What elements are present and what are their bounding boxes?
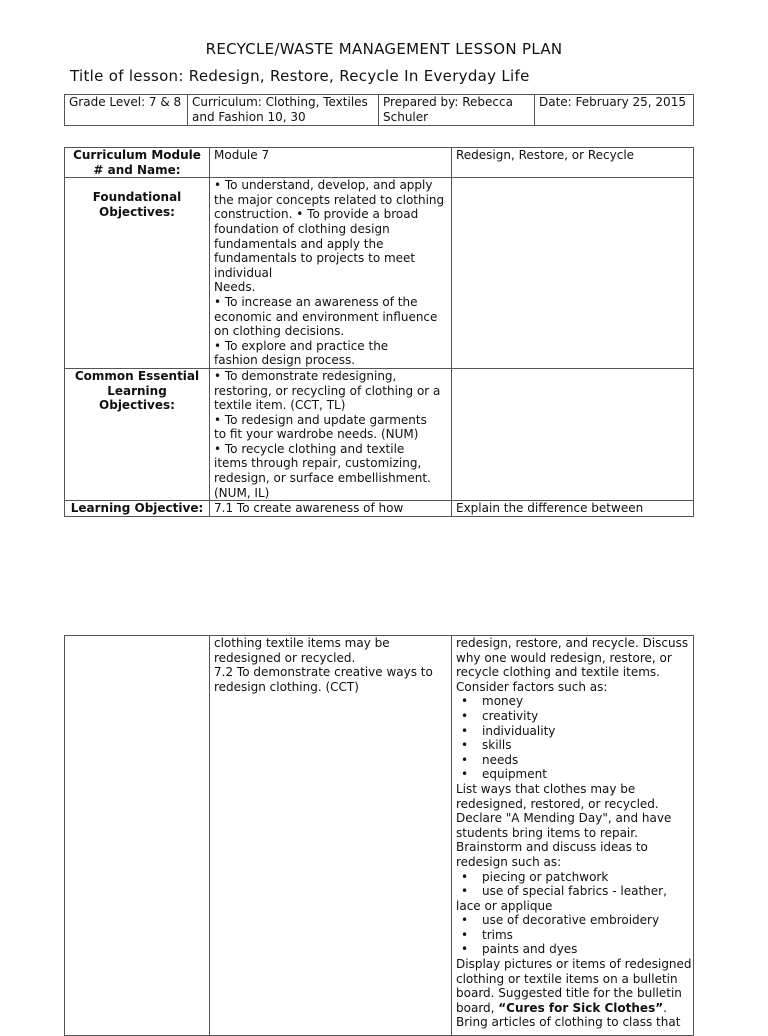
row-label-common [65, 368, 210, 500]
curriculum-line: Curriculum: Clothing, Textiles [192, 95, 368, 109]
text-line: why one would redesign, restore, or [456, 650, 672, 665]
idea-item [456, 928, 689, 943]
text-line: construction. • To provide a broad [214, 207, 419, 222]
text-line: board. Suggested title for the bulletin [456, 986, 682, 1001]
text-line: • To increase an awareness of the [214, 294, 418, 309]
date-cell [535, 95, 694, 126]
idea-label: trims [482, 927, 513, 942]
prepared-by-cell [379, 95, 535, 126]
lesson-info-table [64, 94, 694, 126]
module-number: Module 7 [210, 148, 452, 178]
label-line: Objectives: [99, 398, 175, 413]
text-line: • To demonstrate redesigning, [214, 368, 397, 383]
text-line: redesign clothing. (CCT) [214, 679, 359, 694]
text-line [456, 1001, 689, 1016]
curriculum-line: and Fashion 10, 30 [192, 109, 306, 124]
text-line: on clothing decisions. [214, 324, 345, 339]
text-fragment: . [663, 1000, 667, 1015]
text-line: Bring articles of clothing to class that [456, 1015, 681, 1030]
common-empty-cell [452, 368, 694, 500]
bullet-icon: • [461, 913, 469, 928]
factor-item [456, 767, 689, 782]
text-line: textile item. (CCT, TL) [214, 398, 346, 413]
factor-label: creativity [482, 708, 539, 723]
text-line: redesign, or surface embellishment. [214, 471, 431, 486]
bullet-icon: • [461, 884, 469, 899]
text-line: the major concepts related to clothing [214, 192, 445, 207]
text-line: redesigned or recycled. [214, 650, 356, 665]
text-line: fashion design process. [214, 353, 356, 368]
lesson-plan-table [64, 147, 694, 517]
bullet-icon: • [461, 942, 469, 957]
idea-item [456, 913, 689, 928]
text-line: clothing or textile items on a bulletin [456, 971, 678, 986]
bullet-icon: • [461, 752, 469, 767]
text-line: redesign, restore, and recycle. Discuss [456, 636, 689, 650]
row-label-learning: Learning Objective: [65, 501, 210, 517]
text-line: students bring items to repair. [456, 825, 638, 840]
label-line: Curriculum Module [73, 148, 201, 162]
text-line: economic and environment influence [214, 309, 438, 324]
label-line: Objectives: [99, 204, 175, 219]
document-title: RECYCLE/WASTE MANAGEMENT LESSON PLAN [205, 40, 563, 58]
text-line: items through repair, customizing, [214, 456, 422, 471]
bullet-icon: • [461, 767, 469, 782]
factor-label: individuality [482, 723, 556, 738]
factor-item [456, 738, 689, 753]
text-line: List ways that clothes may be [456, 781, 636, 796]
text-line: fundamentals and apply the [214, 236, 384, 251]
factor-label: equipment [482, 767, 547, 782]
factor-item [456, 694, 689, 709]
factor-item [456, 753, 689, 768]
idea-item [456, 942, 689, 957]
continued-label-cell [65, 636, 210, 1036]
idea-label: use of special fabrics - leather, [482, 884, 667, 899]
text-line: • To recycle clothing and textile [214, 441, 405, 456]
text-line: redesign such as: [456, 854, 562, 869]
text-line: (NUM, IL) [214, 485, 270, 500]
text-line: recycle clothing and textile items. [456, 665, 660, 680]
label-line: Learning [107, 383, 167, 398]
text-line: Needs. [214, 280, 256, 295]
curriculum-cell [188, 95, 379, 126]
bullet-icon: • [461, 694, 469, 709]
learning-objective: 7.1 To create awareness of how [210, 501, 452, 517]
text-line: individual [214, 265, 273, 280]
text-line: • To understand, develop, and apply [214, 178, 433, 193]
text-line: Declare "A Mending Day", and have [456, 811, 672, 826]
foundational-objectives [210, 178, 452, 369]
prepared-by-line: Schuler [383, 109, 429, 124]
prepared-by-line: Prepared by: Rebecca [383, 95, 513, 109]
text-line: lace or applique [456, 898, 553, 913]
common-objectives [210, 368, 452, 500]
lesson-title: Title of lesson: Redesign, Restore, Recycle In Everyday Life [70, 67, 530, 85]
text-line: • To redesign and update garments [214, 412, 427, 427]
factor-item [456, 709, 689, 724]
text-line: redesigned, restored, or recycled. [456, 796, 659, 811]
date: Date: February 25, 2015 [539, 95, 686, 109]
bulletin-board-title: “Cures for Sick Clothes” [498, 1000, 664, 1015]
text-line: • To explore and practice the [214, 338, 389, 353]
row-label-foundational [65, 178, 210, 369]
continued-activities [452, 636, 694, 1036]
bullet-icon: • [461, 708, 469, 723]
text-line: 7.2 To demonstrate creative ways to [214, 665, 433, 680]
text-line: Brainstorm and discuss ideas to [456, 840, 648, 855]
bullet-icon: • [461, 723, 469, 738]
idea-label: paints and dyes [482, 942, 578, 957]
text-line: foundation of clothing design [214, 221, 390, 236]
learning-activity: Explain the difference between [452, 501, 694, 517]
label-line: Common Essential [74, 368, 200, 383]
idea-item [456, 870, 689, 885]
grade-level-cell [65, 95, 188, 126]
module-name: Redesign, Restore, or Recycle [452, 148, 694, 178]
factor-label: needs [482, 752, 519, 767]
foundational-empty-cell [452, 178, 694, 369]
label-line: # and Name: [93, 162, 181, 177]
factor-label: money [482, 694, 524, 709]
text-fragment: board, [456, 1000, 499, 1015]
bullet-icon: • [461, 869, 469, 884]
row-label-module [65, 148, 210, 178]
text-line: Display pictures or items of redesigned [456, 957, 692, 972]
text-line: Consider factors such as: [456, 679, 608, 694]
label-line: Foundational [92, 190, 182, 205]
text-line: fundamentals to projects to meet [214, 251, 416, 266]
grade-level: Grade Level: 7 & 8 [69, 95, 182, 109]
text-line: clothing textile items may be [214, 636, 390, 650]
factor-item [456, 724, 689, 739]
continued-objectives [210, 636, 452, 1036]
idea-label: use of decorative embroidery [482, 913, 660, 928]
bullet-icon: • [461, 738, 469, 753]
idea-label: piecing or patchwork [482, 869, 609, 884]
factor-label: skills [482, 738, 512, 753]
lesson-plan-table-continued [64, 635, 694, 1036]
text-line: to fit your wardrobe needs. (NUM) [214, 427, 419, 442]
idea-item [456, 884, 689, 899]
bullet-icon: • [461, 927, 469, 942]
text-line: restoring, or recycling of clothing or a [214, 383, 441, 398]
